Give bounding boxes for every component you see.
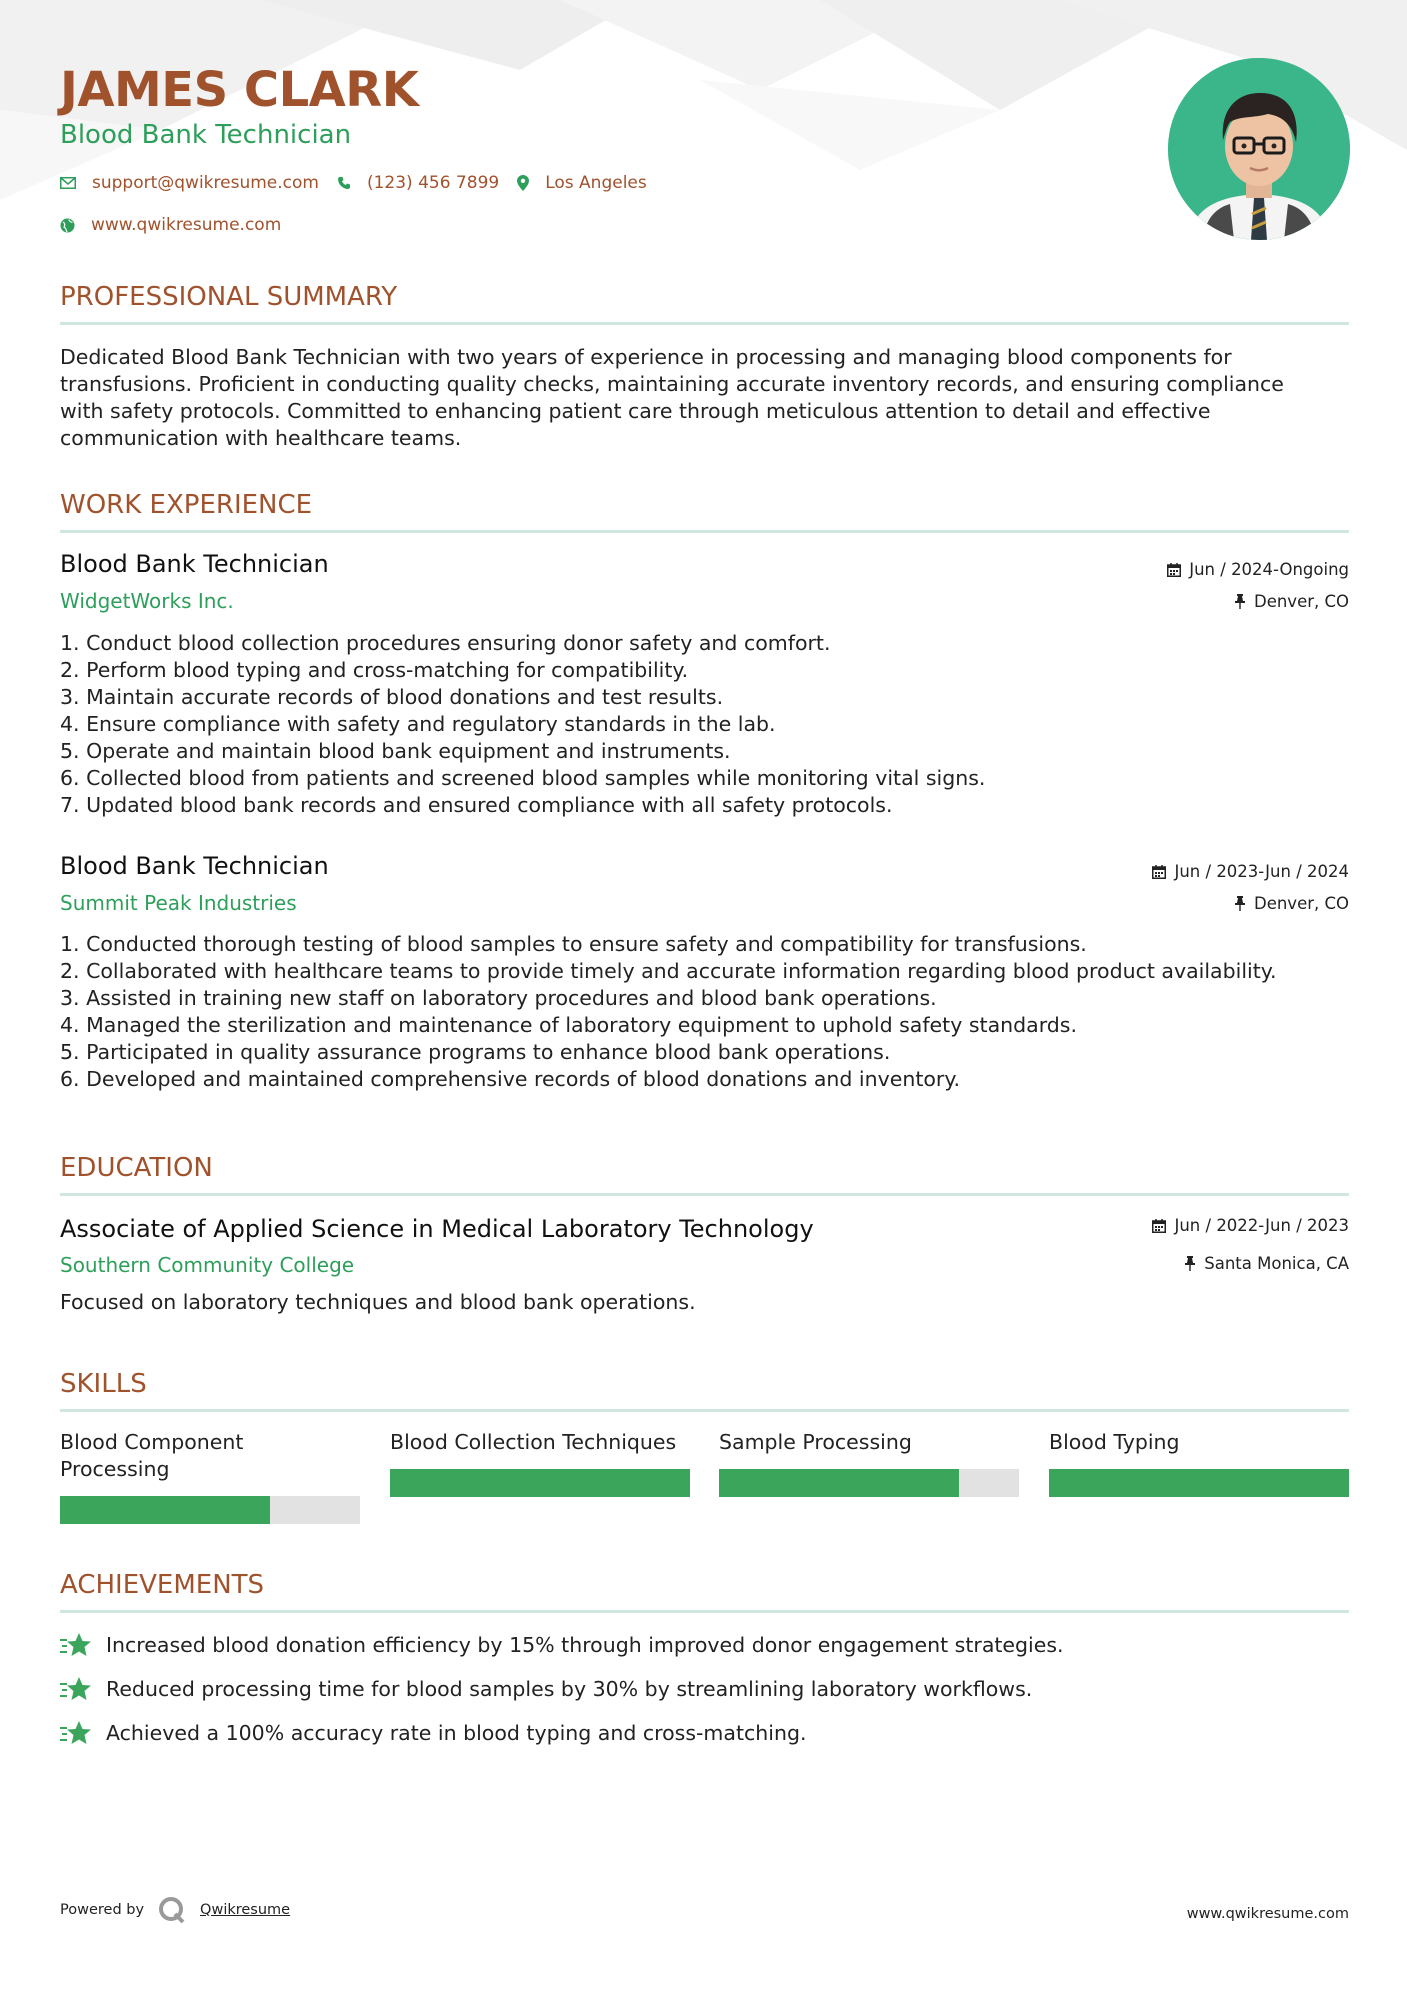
contact-location: [517, 173, 647, 193]
star-achievement-icon: [60, 1676, 92, 1702]
skill-bar-fill: [1049, 1469, 1349, 1497]
skills-grid: [60, 1429, 1349, 1549]
skill-label: Processing: [60, 1457, 170, 1481]
phone-text: (123) 456 7899: [366, 173, 500, 193]
calendar-icon: [1167, 563, 1181, 577]
duty-item: 5. Operate and maintain blood bank equipment and instruments.: [60, 739, 731, 763]
achievement-text: Increased blood donation efficiency by 15% through improved donor engagement strategies.: [106, 1633, 1064, 1657]
education-school: Southern Community College: [60, 1253, 355, 1277]
duty-item: 3. Maintain accurate records of blood donations and test results.: [60, 685, 724, 709]
contact-row: [60, 173, 665, 193]
qwikresume-logo-icon: [158, 1896, 186, 1924]
qwikresume-link[interactable]: Qwikresume: [200, 1902, 291, 1918]
education-location: [1184, 1254, 1349, 1273]
job-duties-list: [60, 630, 1349, 819]
globe-icon: [60, 218, 75, 233]
skill-label: Sample Processing: [719, 1430, 912, 1454]
location-text: Los Angeles: [545, 173, 647, 193]
skill-item: [60, 1429, 360, 1483]
job-dates-text: Jun / 2023-Jun / 2024: [1174, 862, 1349, 881]
star-achievement-icon: [60, 1720, 92, 1746]
contact-phone[interactable]: [337, 173, 499, 193]
education-description: Focused on laboratory techniques and blood bank operations.: [60, 1290, 696, 1314]
job-duties-list: [60, 931, 1349, 1093]
candidate-name: JAMES CLARK: [60, 62, 419, 118]
envelope-icon: [60, 177, 76, 189]
section-divider: [60, 1193, 1349, 1196]
skill-label: Blood Typing: [1049, 1430, 1180, 1454]
education-location-text: Santa Monica, CA: [1204, 1254, 1349, 1273]
job-location-text: Denver, CO: [1253, 894, 1349, 913]
skill-item: [719, 1429, 1019, 1456]
contact-email[interactable]: [60, 173, 319, 193]
skill-label: Blood Collection Techniques: [390, 1430, 677, 1454]
map-marker-icon: [517, 175, 529, 191]
duty-item: 1. Conduct blood collection procedures ensuring donor safety and comfort.: [60, 631, 831, 655]
avatar-illustration: [1168, 58, 1350, 240]
summary-text: [60, 344, 1349, 452]
skill-bar: [390, 1469, 690, 1497]
education-degree: Associate of Applied Science in Medical Laboratory Technology: [60, 1215, 814, 1243]
job-dates: [1152, 862, 1349, 881]
calendar-icon: [1152, 865, 1166, 879]
contact-website[interactable]: [60, 215, 281, 235]
achievement-item: [60, 1632, 1349, 1658]
footer-website[interactable]: www.qwikresume.com: [1186, 1906, 1349, 1922]
duty-item: 2. Collaborated with healthcare teams to provide timely and accurate information regarding blood product availability.: [60, 959, 1277, 983]
duty-item: 6. Developed and maintained comprehensive records of blood donations and inventory.: [60, 1067, 961, 1091]
pin-icon: [1234, 896, 1246, 911]
section-title-summary: PROFESSIONAL SUMMARY: [60, 282, 398, 312]
section-title-skills: SKILLS: [60, 1369, 147, 1399]
achievement-text: Achieved a 100% accuracy rate in blood typing and cross-matching.: [106, 1721, 807, 1745]
duty-item: 7. Updated blood bank records and ensured compliance with all safety protocols.: [60, 793, 893, 817]
section-divider: [60, 322, 1349, 325]
duty-item: 1. Conducted thorough testing of blood samples to ensure safety and compatibility for transfusions.: [60, 932, 1087, 956]
duty-item: 4. Ensure compliance with safety and regulatory standards in the lab.: [60, 712, 776, 736]
duty-item: 3. Assisted in training new staff on laboratory procedures and blood bank operations.: [60, 986, 937, 1010]
duty-item: 6. Collected blood from patients and screened blood samples while monitoring vital signs.: [60, 766, 986, 790]
job-role: Blood Bank Technician: [60, 550, 329, 578]
job-company: Summit Peak Industries: [60, 891, 297, 915]
skill-bar: [60, 1496, 360, 1524]
job-role: Blood Bank Technician: [60, 852, 329, 880]
duty-item: 5. Participated in quality assurance programs to enhance blood bank operations.: [60, 1040, 891, 1064]
skill-bar-fill: [719, 1469, 959, 1497]
summary-line: transfusions. Proficient in conducting quality checks, maintaining accurate inventory records, and ensuring compliance: [60, 372, 1284, 396]
powered-by-text: Powered by: [60, 1902, 145, 1918]
summary-line: Dedicated Blood Bank Technician with two years of experience in processing and managing blood components for: [60, 345, 1232, 369]
skill-bar: [719, 1469, 1019, 1497]
skill-bar-fill: [60, 1496, 270, 1524]
duty-item: 4. Managed the sterilization and maintenance of laboratory equipment to uphold safety standards.: [60, 1013, 1077, 1037]
star-achievement-icon: [60, 1632, 92, 1658]
skill-item: [1049, 1429, 1349, 1456]
section-title-achievements: ACHIEVEMENTS: [60, 1570, 265, 1600]
profile-photo: [1168, 58, 1350, 240]
achievement-item: [60, 1676, 1349, 1702]
footer-powered-by: [60, 1896, 290, 1924]
section-title-education: EDUCATION: [60, 1153, 213, 1183]
section-title-experience: WORK EXPERIENCE: [60, 490, 313, 520]
pin-icon: [1234, 594, 1246, 609]
calendar-icon: [1152, 1219, 1166, 1233]
summary-line: with safety protocols. Committed to enhancing patient care through meticulous attention to detail and effective: [60, 399, 1211, 423]
candidate-title: Blood Bank Technician: [60, 120, 352, 150]
education-dates: [1152, 1216, 1349, 1235]
job-dates: [1167, 560, 1349, 579]
job-dates-text: Jun / 2024-Ongoing: [1189, 560, 1349, 579]
contact-row-website: [60, 215, 299, 235]
job-location: [1234, 894, 1349, 913]
skill-bar: [1049, 1469, 1349, 1497]
section-divider: [60, 1610, 1349, 1613]
job-location: [1234, 592, 1349, 611]
skill-bar-fill: [390, 1469, 690, 1497]
section-divider: [60, 530, 1349, 533]
duty-item: 2. Perform blood typing and cross-matching for compatibility.: [60, 658, 689, 682]
pin-icon: [1184, 1256, 1196, 1271]
achievement-text: Reduced processing time for blood samples by 30% by streamlining laboratory workflows.: [106, 1677, 1033, 1701]
skill-item: [390, 1429, 690, 1456]
job-location-text: Denver, CO: [1253, 592, 1349, 611]
section-divider: [60, 1409, 1349, 1412]
job-company: WidgetWorks Inc.: [60, 589, 234, 613]
email-text: support@qwikresume.com: [92, 173, 319, 193]
achievement-item: [60, 1720, 1349, 1746]
education-dates-text: Jun / 2022-Jun / 2023: [1174, 1216, 1349, 1235]
summary-line: communication with healthcare teams.: [60, 426, 462, 450]
skill-label: Blood Component: [60, 1430, 244, 1454]
website-text: www.qwikresume.com: [91, 215, 282, 235]
phone-icon: [337, 176, 351, 190]
